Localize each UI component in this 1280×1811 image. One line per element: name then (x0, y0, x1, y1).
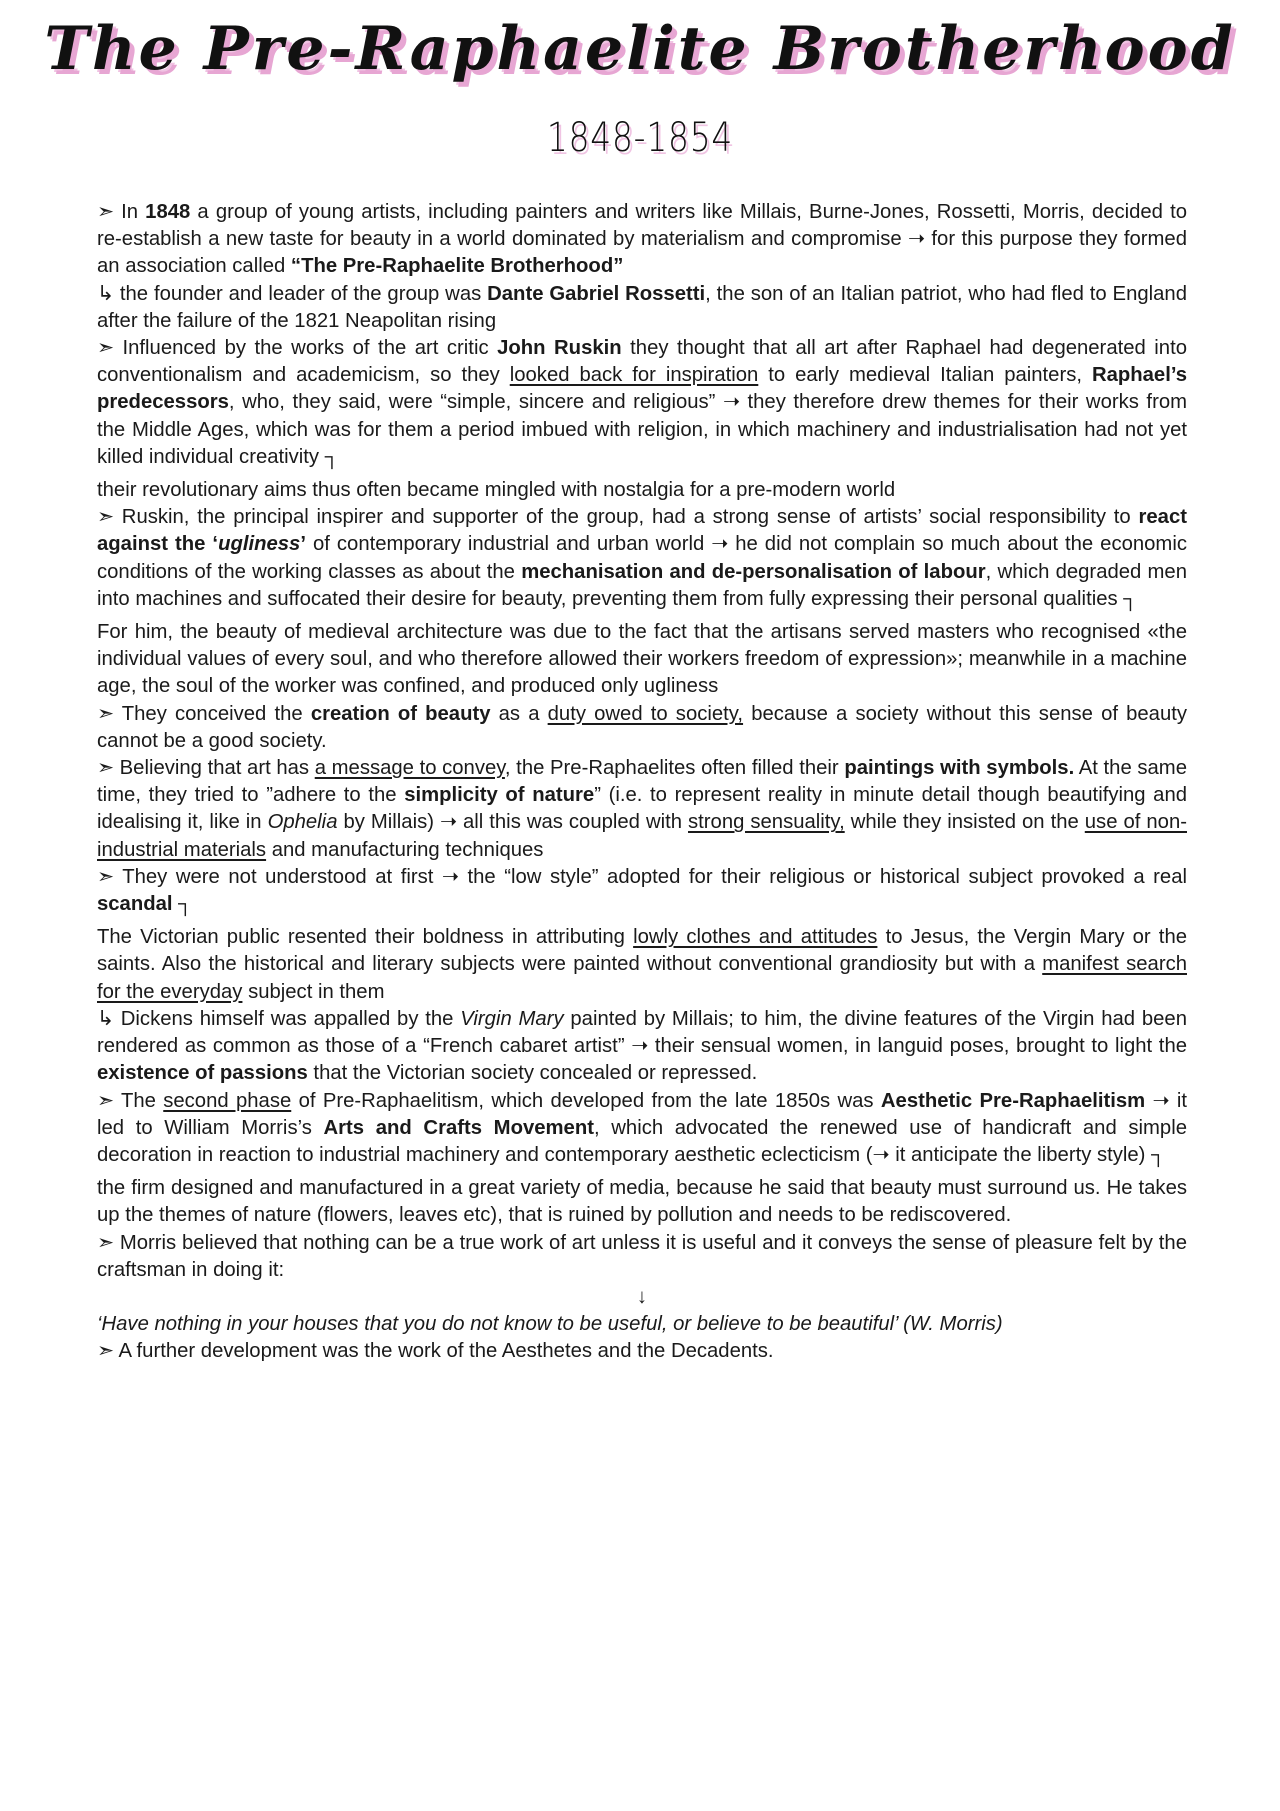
text-run: duty owed to society, (547, 702, 744, 725)
text-run: ➣ In (97, 201, 146, 223)
text-run: creation of beauty (310, 702, 491, 725)
paragraph-medieval-architecture (97, 619, 1187, 701)
text-run: ➣ A further development was the work of the Aesthetes and the Decadents. (97, 1340, 774, 1363)
paragraph-1848-group (97, 199, 1187, 281)
paragraph-ruskin-ugliness (97, 504, 1187, 613)
text-run: existence of passions (97, 1062, 308, 1085)
text-run: to early medieval Italian painters, (758, 364, 1092, 387)
text-run: , the Pre-Raphaelites often filled their (504, 757, 845, 780)
text-run: because a society without this sense of beauty cannot be a good society. (97, 702, 1188, 752)
text-run: as a (490, 702, 548, 725)
paragraph-creation-of-beauty (97, 701, 1187, 755)
text-run: ’ (300, 533, 306, 556)
text-run: ➣ They conceived the (97, 702, 311, 725)
text-run: Raphael’s predecessors (97, 364, 1187, 414)
paragraph-ruskin-influence (97, 335, 1187, 471)
text-run: a group of young artists, including painters and writers like Millais, Burne-Jones, Rossetti, Morris, decided to re-establish a new taste for beauty in a world dominated by materialism and compromise ➝ for this purpose they formed an association called (97, 201, 1187, 278)
text-run: ↳ the founder and leader of the group was (97, 282, 488, 305)
paragraph-revolutionary-aims (97, 477, 1187, 504)
text-run: ➣ Influenced by the works of the art critic (97, 337, 498, 360)
paragraph-dickens (97, 1006, 1187, 1088)
text-run: their revolutionary aims thus often became mingled with nostalgia for a pre-modern world (97, 479, 896, 502)
text-run: John Ruskin (497, 337, 622, 360)
text-run: , the son of an Italian patriot, who had fled to England after the failure of the 1821 Neapolitan rising (97, 282, 1187, 332)
text-run: and manufacturing techniques (266, 838, 544, 861)
text-run: by Millais) ➝ all this was coupled with (337, 811, 689, 834)
text-run: mechanisation and de-personalisation of labour (521, 560, 986, 583)
text-run: a message to convey (314, 757, 505, 780)
text-run: simplicity of nature (404, 784, 595, 807)
text-run: ↓ (636, 1285, 648, 1308)
text-run: At the same time, they tried to ”adhere to the (97, 757, 1187, 807)
text-run: lowly clothes and attitudes (633, 926, 878, 949)
text-run: scandal (97, 893, 173, 916)
paragraph-founder (97, 281, 1187, 335)
text-run: second phase (163, 1089, 292, 1112)
text-run: ➣ Morris believed that nothing can be a true work of art unless it is useful and it conveys the sense of pleasure felt by the craftsman in doing it: (97, 1231, 1187, 1281)
text-run: Virgin Mary (460, 1007, 564, 1030)
text-run: Ophelia (267, 811, 338, 834)
page-dates: 1848-1854 (546, 115, 734, 161)
paragraph-victorian-public (97, 924, 1187, 1006)
text-run: ➣ Believing that art has (97, 757, 315, 780)
text-run: to Jesus, the Vergin Mary or the saints. Also the historical and literary subjects were painted without conventional grandiosity but with a (97, 926, 1188, 976)
text-run: ➣ The (97, 1089, 164, 1112)
text-run: painted by Millais; to him, the divine features of the Virgin had been rendered as common as those of a “French cabaret artist” ➝ their sensual women, in languid poses, brought to light the (97, 1007, 1187, 1058)
text-run: Arts and Crafts Movement (323, 1116, 594, 1139)
text-run: use of non-industrial materials (97, 811, 1187, 861)
text-run: ‘Have nothing in your houses that you do not know to be useful, or believe to be beautiful’ (W. Morris) (97, 1313, 1003, 1336)
paragraph-further-development (97, 1338, 1187, 1365)
text-run: ┐ (172, 893, 193, 916)
paragraph-scandal (97, 864, 1187, 918)
text-run: ➣ Ruskin, the principal inspirer and supporter of the group, had a strong sense of artists’ social responsibility to (97, 506, 1139, 529)
text-run: ↳ Dickens himself was appalled by the (97, 1007, 461, 1030)
text-run: subject in them (242, 980, 385, 1003)
text-run: manifest search (1042, 953, 1187, 976)
text-run: ➝ it led to William Morris’s (97, 1089, 1187, 1139)
text-run: they thought that all art after Raphael had degenerated into conventionalism and academicism, so they (97, 337, 1187, 387)
text-run: , who, they said, were “simple, sincere and religious” ➝ they therefore drew themes for their works from the Middle Ages, which was for them a period imbued with religion, in which machinery and industrialisation had not yet killed individual creativity ┐ (97, 391, 1187, 468)
text-run: looked back for inspiration (509, 364, 759, 387)
morris-quote (97, 1311, 1187, 1338)
paragraph-second-phase (97, 1088, 1187, 1170)
text-run: the firm designed and manufactured in a great variety of media, because he said that beauty must surround us. He takes up the themes of nature (flowers, leaves etc), that is ruined by pollution and needs to be rediscovered. (97, 1177, 1187, 1227)
text-run: Aesthetic Pre-Raphaelitism (880, 1089, 1146, 1112)
text-run: The Victorian public resented their boldness in attributing (97, 926, 634, 949)
page-title: The Pre-Raphaelite Brotherhood (44, 14, 1236, 84)
text-run: ” (i.e. to represent reality in minute detail though beautifying and idealising it, like in (97, 784, 1188, 834)
text-run: ugliness (218, 533, 301, 556)
text-run: “The Pre-Raphaelite Brotherhood” (290, 255, 624, 278)
text-run: For him, the beauty of medieval architecture was due to the fact that the artisans served masters who recognised «the individual values of every soul, and who therefore allowed their workers freedom of expression»; meanwhile in a machine age, the soul of the worker was confined, and produced only ugliness (97, 621, 1187, 698)
text-run: ➣ They were not understood at first ➝ the “low style” adopted for their religious or historical subject provoked a real (97, 865, 1187, 888)
paragraph-symbols (97, 755, 1187, 864)
text-run: while they insisted on the (844, 811, 1085, 834)
text-run: of Pre-Raphaelitism, which developed from the late 1850s was (291, 1089, 881, 1112)
text-run: 1848 (145, 201, 191, 223)
notes-body (97, 199, 1187, 1366)
text-run: for the everyday (97, 980, 243, 1003)
paragraph-morris-belief (97, 1230, 1187, 1284)
text-run: react against the ‘ (97, 506, 1187, 556)
text-run: of contemporary industrial and urban world ➝ he did not complain so much about the economic conditions of the working classes as about the (97, 533, 1187, 583)
paragraph-the-firm (97, 1175, 1187, 1229)
text-run: paintings with symbols. (844, 757, 1075, 780)
text-run: that the Victorian society concealed or repressed. (307, 1062, 758, 1085)
down-arrow (97, 1284, 1187, 1311)
text-run: , which degraded men into machines and suffocated their desire for beauty, preventing them from fully expressing their personal qualities ┐ (97, 560, 1187, 610)
text-run: strong sensuality, (688, 811, 845, 834)
text-run: , which advocated the renewed use of handicraft and simple decoration in reaction to industrial machinery and contemporary aesthetic eclecticism (➝ it anticipate the liberty style) ┐ (97, 1116, 1187, 1166)
text-run: Dante Gabriel Rossetti (487, 282, 706, 305)
